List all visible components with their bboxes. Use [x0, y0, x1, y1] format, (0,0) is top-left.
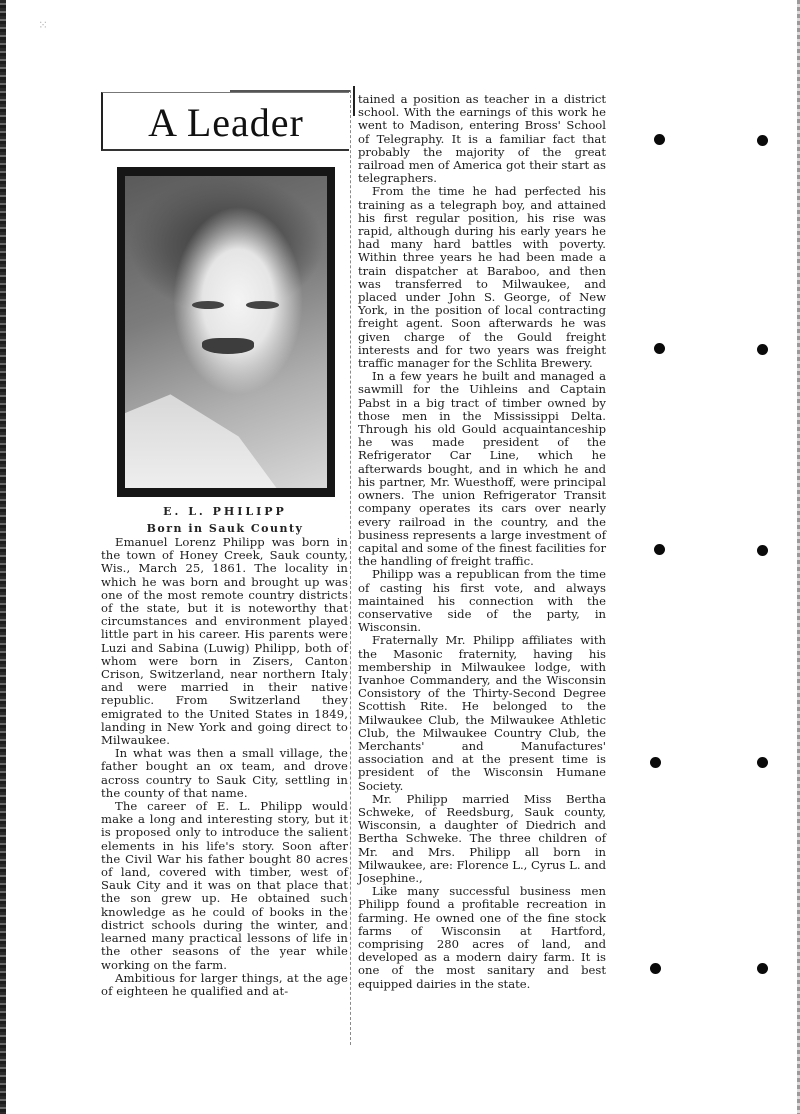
- subheading: Born in Sauk County: [146, 522, 304, 535]
- binder-hole-icon: [757, 344, 768, 355]
- portrait-photo: [117, 167, 335, 497]
- paragraph: Emanuel Lorenz Philipp was born in the town of Honey Creek, Sauk county, Wis., March 25, 1861. The locality in which he was born and brought up was one of the most remote country districts of the state, but it is noteworthy that circumstances and environment played little part in his career. His parents were Luzi and Sabina (Luwig) Philipp, both of whom were born in Zisers, Canton Crison, Switzerland, near northern Italy and were married in their native republic. From Switzerland they emigrated to the United States in 1849, landing in New York and going direct to Milwaukee.: [101, 535, 348, 748]
- paragraph: Mr. Philipp married Miss Bertha Schweke, of Reedsburg, Sauk county, Wisconsin, a daughter of Diedrich and Bertha Schweke. The three children of Mr. and Mrs. Philipp all born in Milwaukee, are: Florence L., Cyrus L. and Josephine.,: [358, 791, 606, 885]
- binder-hole-icon: [650, 963, 661, 974]
- paragraph: Philipp was a republican from the time of casting his first vote, and always maintained his connection with the conservative side of the party, in Wisconsin.: [358, 567, 606, 635]
- paragraph: Like many successful business men Philipp found a profitable recreation in farming. He owned one of the fine stock farms of Wisconsin at Hartford, comprising 280 acres of land, and developed as a modern dairy farm. It is one of the most sanitary and best equipped dairies in the state.: [358, 884, 606, 991]
- binder-hole-icon: [757, 757, 768, 768]
- paragraph: In what was then a small village, the father bought an ox team, and drove across country to Sauk City, settling in the county of that name.: [101, 746, 348, 800]
- binder-hole-icon: [654, 544, 665, 555]
- paragraph: Ambitious for larger things, at the age of eighteen he qualified and at-: [101, 970, 348, 998]
- portrait-eye-right: [246, 301, 278, 309]
- binder-hole-icon: [650, 757, 661, 768]
- paragraph-continuation: tained a position as teacher in a district school. With the earnings of this work he went to Madison, entering Bross' School of Telegraphy. It is a familiar fact that probably the majority of the great railroad men of America got their start as telegraphers.: [358, 92, 606, 186]
- photo-caption: E. L. PHILIPP: [163, 505, 287, 518]
- headline-box: [101, 92, 349, 151]
- scan-edge-left: [0, 0, 6, 1114]
- portrait-eye-left: [192, 301, 224, 309]
- paragraph: Fraternally Mr. Philipp affiliates with the Masonic fraternity, having his membership in Milwaukee lodge, with Ivanhoe Commandery, and the Wisconsin Consistory of the Thirty-Second Degree Scottish Rite. He belonged to the Milwaukee Club, the Milwaukee Athletic Club, the Milwaukee Country Club, the Merchants' and Manufactures' association and at the present time is president of the Wisconsin Humane Society.: [358, 633, 606, 793]
- paragraph: From the time he had perfected his training as a telegraph boy, and attained his first regular position, his rise was rapid, although during his early years he had many hard battles with poverty. Within three years he had been made a train dispatcher at Baraboo, and then was transferred to Milwaukee, and placed under John S. George, of New York, in the position of local contracting freight agent. Soon afterwards he was given charge of the Gould freight interests and for two years was freight traffic manager for the Schlita Brewery.: [358, 184, 606, 371]
- binder-hole-icon: [757, 545, 768, 556]
- binder-hole-icon: [757, 135, 768, 146]
- paragraph: The career of E. L. Philipp would make a long and interesting story, but it is proposed only to introduce the salient elements in his life's story. Soon after the Civil War his father bought 80 acres of land, covered with timber, west of Sauk City and it was on that place that the son grew up. He obtained such knowledge as he could of books in the district schools during the winter, and learned many practical lessons of life in the other seasons of the year while working on the farm.: [101, 799, 348, 972]
- binder-hole-icon: [757, 963, 768, 974]
- article-column-right: [358, 93, 606, 991]
- column-rule-top: [353, 86, 355, 116]
- binder-hole-icon: [654, 134, 665, 145]
- column-rule: [350, 90, 351, 1045]
- binder-hole-icon: [654, 343, 665, 354]
- headline: A Leader: [148, 100, 304, 145]
- portrait-image: [125, 176, 327, 488]
- scan-speck: ⁙: [38, 18, 49, 32]
- paragraph: In a few years he built and managed a sawmill for the Uihleins and Captain Pabst in a big tract of timber owned by those men in the Mississippi Delta. Through his old Gould acquaintanceship he was made president of the Refrigerator Car Line, which he afterwards bought, and in which he and his partner, Mr. Wuesthoff, were principal owners. The union Refrigerator Transit company operates its cars over nearly every railroad in the country, and the business represents a large investment of capital and some of the finest facilities for the handling of freight traffic.: [358, 369, 606, 569]
- article-column-left: [101, 536, 348, 998]
